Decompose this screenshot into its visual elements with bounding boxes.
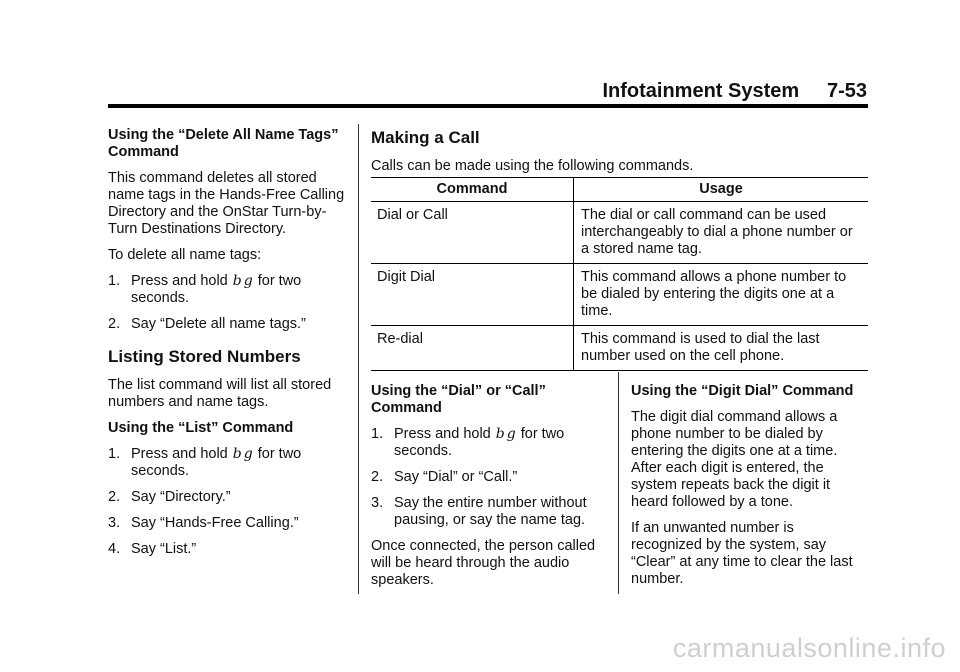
command-cell: Dial or Call xyxy=(377,207,448,223)
middle-column xyxy=(371,383,603,598)
column-divider xyxy=(618,372,619,594)
right-column xyxy=(631,383,863,597)
command-cell: Digit Dial xyxy=(371,264,574,326)
dial-after-text: Once connected, the person called will be heard through the audio speakers. xyxy=(371,538,596,588)
table-row xyxy=(371,202,868,264)
digit-dial-description: The digit dial command allows a phone number to be dialed by entering the digits one at a time. After each digit is entered, the system repeats back the digit it heard followed by a tone. xyxy=(631,409,838,510)
listing-heading: Listing Stored Numbers xyxy=(108,347,301,366)
column-divider xyxy=(358,124,359,594)
talk-icon: g xyxy=(243,446,253,462)
delete-intro: To delete all name tags: xyxy=(108,247,262,263)
phone-push-to-talk-icon: b xyxy=(495,426,505,442)
list-item: 3. Say the entire number without pausing, or say the name tag. xyxy=(371,495,587,528)
delete-description: This command deletes all stored name tags in the Hands-Free Calling Directory and the OnStar Turn-by-Turn Destinations Directory. xyxy=(108,170,345,237)
list-item: 2. Say “Directory.” xyxy=(108,489,231,505)
header-rule xyxy=(108,104,868,108)
command-cell: Re-dial xyxy=(371,326,574,371)
phone-push-to-talk-icon: b xyxy=(232,273,242,289)
phone-push-to-talk-icon: b xyxy=(232,446,242,462)
column-header-usage: Usage xyxy=(574,178,869,202)
list-command-heading: Using the “List” Command xyxy=(108,420,294,436)
dial-command-heading: Using the “Dial” or “Call” Command xyxy=(371,383,546,416)
usage-cell: The dial or call command can be used interchangeably to dial a phone number or a stored name tag. xyxy=(574,202,869,264)
list-item: 4. Say “List.” xyxy=(108,541,197,557)
list-item: 1. Press and hold b g for two seconds. xyxy=(108,446,302,479)
usage-cell: This command is used to dial the last number used on the cell phone. xyxy=(574,326,869,371)
digit-dial-heading: Using the “Digit Dial” Command xyxy=(631,383,854,399)
talk-icon: g xyxy=(506,426,516,442)
commands-table xyxy=(371,177,868,371)
list-item: 1. Press and hold b g for two seconds. xyxy=(371,426,565,459)
usage-cell: This command allows a phone number to be dialed by entering the digits one at a time. xyxy=(574,264,869,326)
making-call-section xyxy=(371,124,868,184)
table-row xyxy=(371,326,868,371)
page-number: 7-53 xyxy=(826,80,867,102)
watermark: carmanualsonline.info xyxy=(672,633,946,663)
making-call-heading: Making a Call xyxy=(371,128,480,147)
page-header xyxy=(602,80,867,103)
table-row xyxy=(371,264,868,326)
digit-dial-clear: If an unwanted number is recognized by the system, say “Clear” at any time to clear the last number. xyxy=(631,520,853,587)
list-item: 1. Press and hold b g for two seconds. xyxy=(108,273,302,306)
list-item: 2. Say “Dial” or “Call.” xyxy=(371,469,518,485)
listing-description: The list command will list all stored numbers and name tags. xyxy=(108,377,332,410)
chapter-title: Infotainment System xyxy=(602,80,800,102)
list-item: 3. Say “Hands-Free Calling.” xyxy=(108,515,299,531)
list-item: 2. Say “Delete all name tags.” xyxy=(108,316,306,332)
delete-heading: Using the “Delete All Name Tags” Command xyxy=(108,127,339,160)
left-column xyxy=(108,127,348,567)
talk-icon: g xyxy=(243,273,253,289)
making-call-intro: Calls can be made using the following commands. xyxy=(371,158,694,174)
table-header-row xyxy=(371,178,868,202)
column-header-command: Command xyxy=(371,178,574,202)
